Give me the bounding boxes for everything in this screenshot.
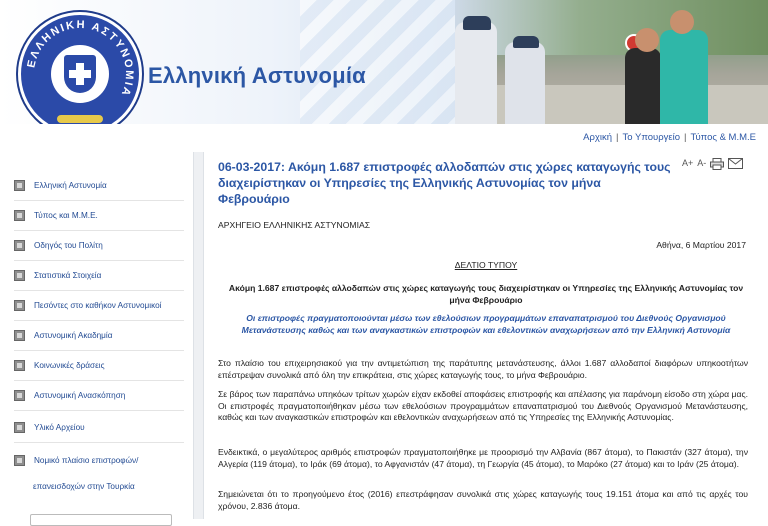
sidebar-search-input[interactable] [30,514,172,526]
sidebar-item-archive[interactable]: Υλικό Αρχείου [14,412,184,442]
header-photo [455,0,768,124]
shield-icon [64,55,96,93]
article-paragraph: Ενδεικτικά, ο μεγαλύτερος αριθμός επιστροφών πραγματοποιήθηκε με προορισμό την Αλβανία (867 άτομα), το Πακιστάν (327 άτομα), την Αλγερία (119 άτομα), το Ιράκ (69 άτομα), το Αφγανιστάν (47 άτομα), τη Γεωργία (45 άτομα), το Μαρόκο (27 άτομα) και το Ιράν (25 άτομα). [218,447,748,469]
sidebar-item-legal-framework[interactable]: Νομικό πλαίσιο επιστροφών/ [14,445,184,475]
article-paragraph: Στο πλαίσιο του επιχειρησιακού για την αντιμετώπιση της παράτυπης μετανάστευσης, άλλοι 1.687 αλλοδαποί διαφόρων υπηκοοτήτων επέστρεψαν συνολικά από όλη την επικράτεια, στις χώρες καταγωγής τους, το μήνα Φεβρουάριο. [218,358,748,380]
police-officer-figure [455,22,497,124]
dateline: Αθήνα, 6 Μαρτίου 2017 [656,240,746,250]
bullet-icon [14,390,25,401]
police-officer-figure [505,42,545,124]
sidebar-item-police-academy[interactable]: Αστυνομική Ακαδημία [14,320,184,350]
bullet-icon [14,455,25,466]
sidebar-item-police-review[interactable]: Αστυνομική Ανασκόπηση [14,380,184,410]
sidebar-item-legal-framework-cont[interactable]: επανεισδοχών στην Τουρκία [33,481,135,491]
sidebar-item-citizen-guide[interactable]: Οδηγός του Πολίτη [14,230,184,260]
article-tools [682,158,743,170]
nav-link-home[interactable]: Αρχική [583,132,613,143]
site-title: Ελληνική Αστυνομία [148,63,366,88]
print-icon[interactable] [710,158,724,170]
top-nav: Αρχική | Το Υπουργείο | Τύπος & Μ.Μ.Ε [583,132,756,143]
bullet-icon [14,210,25,221]
laurel-icon [57,115,103,123]
site-header [0,0,768,124]
bullet-icon [14,300,25,311]
bullet-icon [14,270,25,281]
flag-stripes [300,0,470,124]
press-release-title: ΔΕΛΤΙΟ ΤΥΠΟΥ [454,260,518,270]
nav-link-ministry[interactable]: Το Υπουργείο [622,132,681,143]
sidebar-item-social-actions[interactable]: Κοινωνικές δράσεις [14,350,184,380]
article-lead: Οι επιστροφές πραγματοποιούνται μέσω των εθελούσιων προγραμμάτων επαναπατρισμού του Διεθνούς Οργανισμού Μετανάστευσης καθώς και των αναγκαστικών επιστροφών και εθελοντικών αναχωρήσεων από την Ελληνική Αστυνομία [241,313,731,335]
font-decrease-icon[interactable]: A- [697,158,707,168]
article-paragraph: Σημειώνεται ότι το προηγούμενο έτος (2016) επεστράφησαν συνολικά στις χώρες καταγωγής τους 19.151 άτομα και από τις αρχές του χρόνου, 2.836 άτομα. [218,489,748,511]
nav-link-press[interactable]: Τύπος & Μ.Μ.Ε [690,132,756,143]
article-subtitle: Ακόμη 1.687 επιστροφές αλλοδαπών στις χώρες καταγωγής τους διαχειρίστηκαν οι Υπηρεσίες της Ελληνικής Αστυνομίας τον μήνα Φεβρουάριο [228,283,744,305]
citizen-figure [660,30,708,124]
article-paragraph: Σε βάρος των παραπάνω υπηκόων τρίτων χωρών είχαν εκδοθεί αποφάσεις επιστροφής και απέλασης για παράνομη είσοδο στη χώρα μας. Οι επιστροφές πραγματοποιήθηκαν μέσω των εθελούσιων προγραμμάτων επαναπατρισμού του Διεθνούς Οργανισμού Μετανάστευσης, καθώς και των αναγκαστικών επιστροφών και εθελοντικών αναχωρήσεων από τις Υπηρεσίες της Ελληνικής Αστυνομίας. [218,389,748,422]
bullet-icon [14,240,25,251]
police-logo[interactable] [18,12,142,124]
column-divider [193,152,204,519]
sidebar-item-statistics[interactable]: Στατιστικά Στοιχεία [14,260,184,290]
sidebar-item-press[interactable]: Τύπος και Μ.Μ.Ε. [14,200,184,230]
bullet-icon [14,330,25,341]
sidebar-item-fallen-officers[interactable]: Πεσόντες στο καθήκον Αστυνομικοί [14,290,184,320]
svg-text:ΕΛΛΗΝΙΚΗ ΑΣΤΥΝΟΜΙΑ: ΕΛΛΗΝΙΚΗ ΑΣΤΥΝΟΜΙΑ [25,18,136,99]
email-icon[interactable] [728,158,743,169]
bullet-icon [14,422,25,433]
article-headline: 06-03-2017: Ακόμη 1.687 επιστροφές αλλοδαπών στις χώρες καταγωγής τους διαχειρίστηκαν οι Υπηρεσίες της Ελληνικής Αστυνομίας τον μήνα Φεβρουάριο [218,160,671,206]
bullet-icon [14,180,25,191]
sidebar-item-hellenic-police[interactable]: Ελληνική Αστυνομία [14,170,184,200]
font-increase-icon[interactable]: A+ [682,158,694,168]
bullet-icon [14,360,25,371]
issuing-authority: ΑΡΧΗΓΕΙΟ ΕΛΛΗΝΙΚΗΣ ΑΣΤΥΝΟΜΙΑΣ [218,220,371,230]
citizen-figure [625,48,661,124]
